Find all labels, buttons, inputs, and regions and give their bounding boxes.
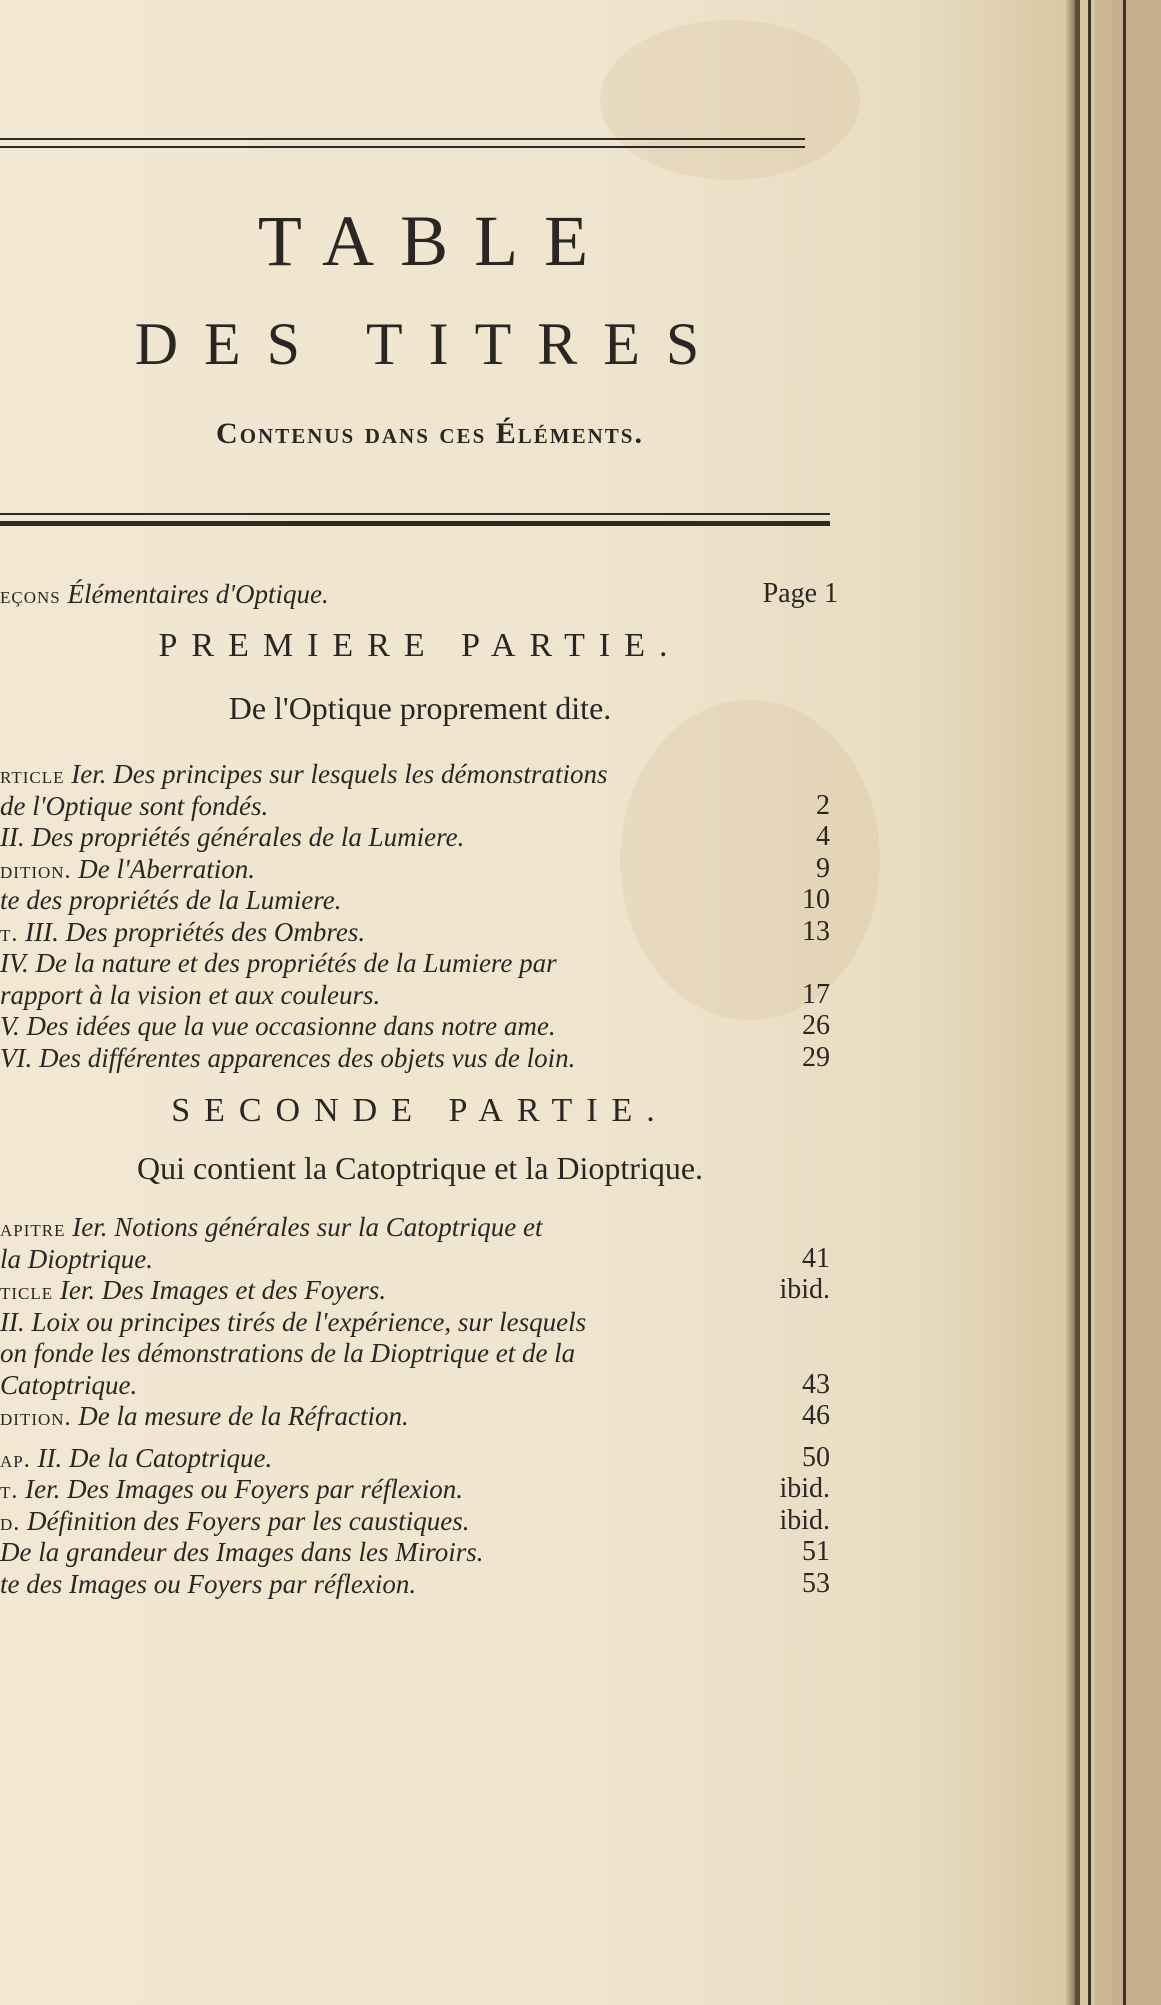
entry-page: 9 bbox=[816, 852, 830, 884]
part-two-subtitle: Qui contient la Catoptrique et la Dioptrique. bbox=[136, 1150, 704, 1186]
entry-page: ibid. bbox=[779, 1274, 830, 1305]
toc-entry bbox=[0, 789, 840, 823]
entry-text: IV. De la nature et des propriétés de la Lumiere par bbox=[0, 948, 557, 978]
toc-entry-intro bbox=[0, 577, 840, 611]
section-rule bbox=[0, 513, 830, 515]
entry-page: 50 bbox=[802, 1441, 830, 1473]
toc-entry bbox=[0, 1336, 840, 1370]
entry-text: II. De la Catoptrique. bbox=[37, 1442, 273, 1473]
entry-page: 13 bbox=[802, 915, 830, 947]
toc-entry bbox=[0, 1472, 840, 1506]
entry-lead: eçons bbox=[0, 583, 61, 609]
toc-entry bbox=[0, 757, 840, 791]
entry-text: III. Des propriétés des Ombres. bbox=[25, 916, 366, 947]
part-one-title: PREMIERE PARTIE. bbox=[158, 627, 682, 664]
entry-lead: d. bbox=[0, 1509, 21, 1536]
entry-text: De l'Aberration. bbox=[78, 853, 256, 884]
entry-text: Définition des Foyers par les caustiques. bbox=[27, 1505, 470, 1536]
entry-lead: rticle bbox=[0, 763, 65, 789]
toc-entry bbox=[0, 852, 840, 886]
entry-text: Catoptrique. bbox=[0, 1369, 138, 1400]
entry-lead: apitre bbox=[0, 1216, 66, 1242]
entry-page: 26 bbox=[802, 1010, 830, 1041]
entry-page: 43 bbox=[802, 1368, 830, 1400]
toc-entry bbox=[0, 1041, 840, 1075]
entry-lead: dition. bbox=[0, 1405, 72, 1431]
page-title: TABLE bbox=[257, 201, 615, 281]
part-one-subtitle: De l'Optique proprement dite. bbox=[228, 690, 612, 726]
entry-text: VI. Des différentes apparences des objets vus de loin. bbox=[0, 1042, 576, 1073]
toc-entry bbox=[0, 1567, 840, 1601]
entry-page: 17 bbox=[802, 978, 830, 1010]
entry-page: ibid. bbox=[779, 1473, 830, 1504]
toc-entry bbox=[0, 1210, 840, 1244]
entry-lead: dition. bbox=[0, 857, 72, 884]
toc-entry bbox=[0, 978, 840, 1012]
entry-text: V. Des idées que la vue occasionne dans notre ame. bbox=[0, 1011, 556, 1041]
contents-subtitle: Contenus dans ces Éléments. bbox=[216, 417, 644, 450]
entry-text: on fonde les démonstrations de la Dioptrique et de la bbox=[0, 1338, 576, 1368]
entry-page: 10 bbox=[802, 884, 830, 915]
toc-entry bbox=[0, 1399, 840, 1433]
entry-text: Ier. Des Images et des Foyers. bbox=[59, 1275, 387, 1305]
entry-text: II. Des propriétés générales de la Lumiere. bbox=[0, 822, 465, 852]
entry-page: 51 bbox=[802, 1536, 830, 1567]
toc-entry bbox=[0, 1535, 840, 1569]
entry-text: Ier. Des Images ou Foyers par réflexion. bbox=[25, 1474, 464, 1504]
toc-entry bbox=[0, 1504, 840, 1538]
page-edge-front bbox=[1112, 0, 1161, 2005]
entry-page: 2 bbox=[816, 789, 830, 821]
toc-entry bbox=[0, 1009, 840, 1043]
entry-text: Élémentaires d'Optique. bbox=[67, 579, 329, 609]
entry-text: De la mesure de la Réfraction. bbox=[78, 1401, 409, 1431]
toc-entry bbox=[0, 1368, 840, 1402]
entry-text: rapport à la vision et aux couleurs. bbox=[0, 979, 381, 1010]
entry-text: Ier. Des principes sur lesquels les démonstrations bbox=[71, 759, 608, 789]
toc-entry bbox=[0, 1242, 840, 1276]
entry-text: Ier. Notions générales sur la Catoptrique et bbox=[72, 1212, 543, 1242]
part-two-title: SECONDE PARTIE. bbox=[171, 1092, 669, 1129]
entry-lead: t. bbox=[0, 920, 19, 947]
page-fold-shadow bbox=[1065, 0, 1075, 2005]
entry-page: 53 bbox=[802, 1567, 830, 1599]
toc-entry bbox=[0, 946, 840, 980]
entry-text: De la grandeur des Images dans les Miroirs. bbox=[0, 1537, 484, 1567]
entry-text: de l'Optique sont fondés. bbox=[0, 790, 269, 821]
toc-entry bbox=[0, 1273, 840, 1307]
page-edge-line bbox=[1088, 0, 1091, 2005]
entry-page: 41 bbox=[802, 1242, 830, 1274]
toc-entry bbox=[0, 883, 840, 917]
entry-page: Page 1 bbox=[762, 578, 838, 609]
entry-page: ibid. bbox=[779, 1504, 830, 1536]
entry-text: te des propriétés de la Lumiere. bbox=[0, 885, 342, 915]
entry-lead: t. bbox=[0, 1478, 19, 1504]
toc-entry bbox=[0, 915, 840, 949]
entry-text: la Dioptrique. bbox=[0, 1243, 153, 1274]
entry-text: II. Loix ou principes tirés de l'expérience, sur lesquels bbox=[0, 1306, 587, 1337]
toc-entry bbox=[0, 820, 840, 854]
toc-entry bbox=[0, 1305, 840, 1339]
top-rule bbox=[0, 138, 805, 140]
entry-text: te des Images ou Foyers par réflexion. bbox=[0, 1568, 417, 1599]
foxing-stain bbox=[600, 20, 860, 180]
entry-page: 4 bbox=[816, 821, 830, 852]
page-edge-line bbox=[1123, 0, 1126, 2005]
section-rule bbox=[0, 521, 830, 526]
entry-page: 29 bbox=[802, 1041, 830, 1073]
entry-lead: ap. bbox=[0, 1446, 31, 1473]
entry-lead: ticle bbox=[0, 1279, 54, 1305]
entry-page: 46 bbox=[802, 1400, 830, 1431]
toc-entry bbox=[0, 1441, 840, 1475]
page-subtitle: DES TITRES bbox=[134, 311, 726, 377]
top-rule bbox=[0, 146, 805, 148]
